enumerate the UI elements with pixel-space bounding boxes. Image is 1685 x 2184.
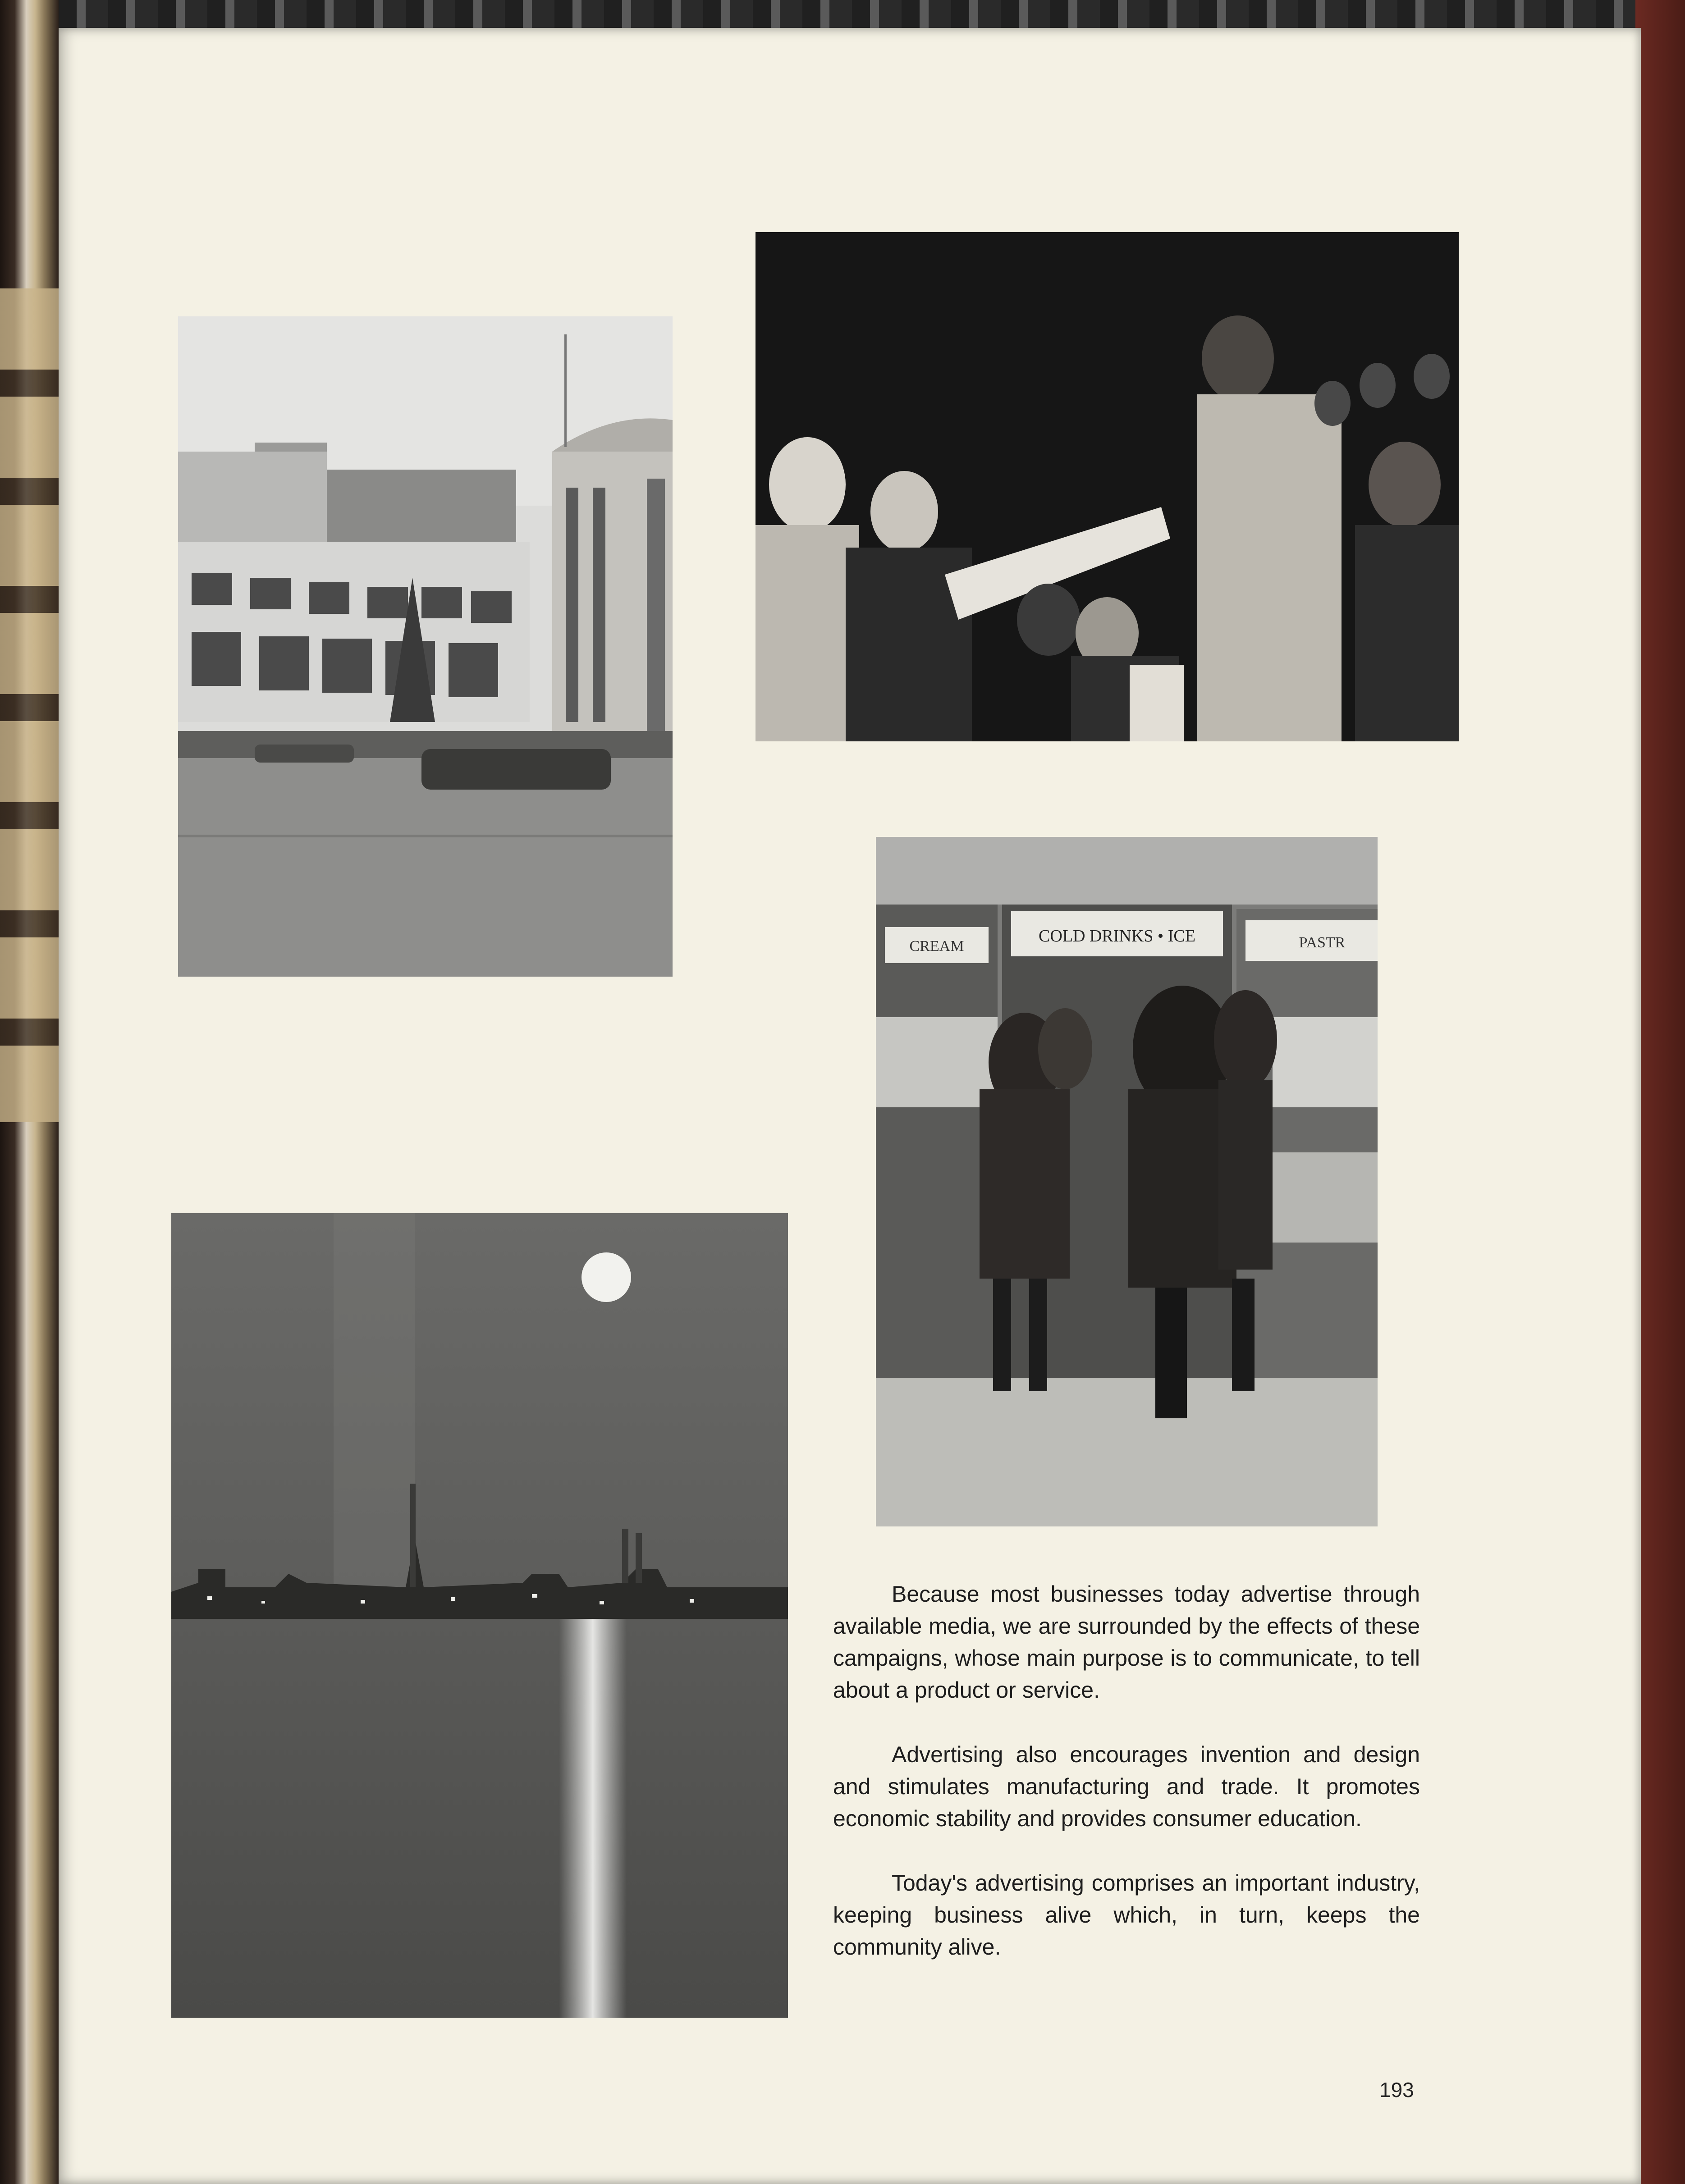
students-crowd-photo [756,232,1459,741]
binding-tape [0,288,59,1122]
vending-machines-photo [876,837,1378,1526]
paragraph-1: Because most businesses today advertise through available media, we are surrounded by the effects of these campaigns, whose main purpose is to communicate, to tell about a product or service. [833,1581,1420,1703]
book-cover-edge [1635,0,1685,2184]
street-scene-image [178,316,673,977]
sign-pastry: PASTR [1299,934,1346,951]
moonlit-skyline-photo [171,1213,788,2018]
paragraph-3: Today's advertising comprises an important industry, keeping business alive which, in turn, keeps the community alive. [833,1870,1420,1960]
body-text [833,1578,1420,1996]
moonlit-skyline-image [171,1213,788,2018]
sign-cold-drinks: COLD DRINKS • ICE [1039,927,1195,946]
page-top-edge [59,0,1685,32]
sign-cream: CREAM [909,938,964,955]
vending-machines-image [876,837,1378,1526]
paragraph-2: Advertising also encourages invention and design and stimulates manufacturing and trade. It promotes economic stability and provides consumer education. [833,1742,1420,1831]
street-scene-photo [178,316,673,977]
page-number: 193 [1379,2078,1414,2102]
book-binding [0,0,59,2184]
students-crowd-image [756,232,1459,741]
yearbook-page [59,28,1641,2184]
